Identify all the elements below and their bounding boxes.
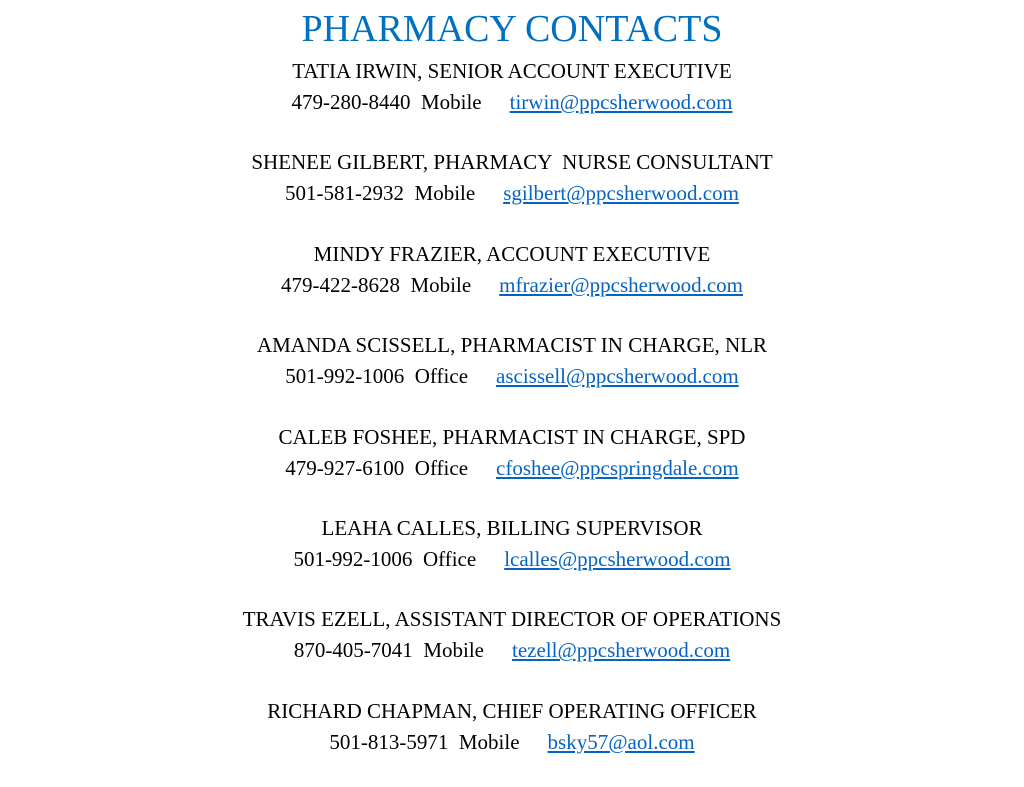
contact-phone: 479-280-8440 <box>291 90 411 114</box>
contact-info-line <box>0 544 1024 575</box>
contact-email-link[interactable]: mfrazier@ppcsherwood.com <box>499 272 743 297</box>
contact-name-title: AMANDA SCISSELL, PHARMACIST IN CHARGE, NLR <box>256 333 768 358</box>
contact-entry <box>0 239 1024 330</box>
contact-phone: 501-992-1006 <box>285 364 405 389</box>
contact-email-link[interactable]: sgilbert@ppcsherwood.com <box>503 181 739 206</box>
contact-entry <box>0 604 1024 695</box>
contact-entry <box>0 330 1024 421</box>
contact-info-line <box>0 727 1024 758</box>
contact-entry <box>0 56 1024 147</box>
contact-phone-type: Mobile <box>423 638 484 663</box>
contact-email-link[interactable]: tezell@ppcsherwood.com <box>511 638 731 663</box>
contact-phone: 870-405-7041 <box>293 638 413 663</box>
contact-phone: 501-813-5971 <box>329 729 449 754</box>
page-title: PHARMACY CONTACTS <box>301 8 723 50</box>
contact-phone: 501-581-2932 <box>285 181 405 206</box>
contact-phone: 479-422-8628 <box>281 272 400 297</box>
contact-name-title: SHENEE GILBERT, PHARMACY NURSE CONSULTANT <box>251 150 773 175</box>
contact-list <box>0 56 1024 787</box>
contact-entry <box>0 147 1024 238</box>
contact-entry <box>0 513 1024 604</box>
contact-phone-type: Office <box>414 364 469 389</box>
contact-email-link[interactable]: cfoshee@ppcspringdale.com <box>496 455 739 480</box>
contact-name-title: TATIA IRWIN, SENIOR ACCOUNT EXECUTIVE <box>292 59 732 83</box>
contact-info-line <box>0 361 1024 392</box>
contact-email-link[interactable]: bsky57@aol.com <box>547 729 695 754</box>
contact-entry <box>0 422 1024 513</box>
contact-phone-type: Mobile <box>420 90 482 114</box>
contact-info-line <box>0 635 1024 666</box>
contact-name-title: RICHARD CHAPMAN, CHIEF OPERATING OFFICER <box>267 698 757 723</box>
contact-phone-type: Mobile <box>414 181 476 206</box>
contact-info-line <box>0 178 1024 209</box>
contact-email-link[interactable]: lcalles@ppcsherwood.com <box>504 546 731 571</box>
contact-phone: 479-927-6100 <box>285 455 405 480</box>
contact-name-title: CALEB FOSHEE, PHARMACIST IN CHARGE, SPD <box>278 424 746 449</box>
contact-phone-type: Office <box>414 455 469 480</box>
contact-phone-type: Mobile <box>458 729 520 754</box>
contact-phone: 501-992-1006 <box>293 546 413 571</box>
contact-email-link[interactable]: tirwin@ppcsherwood.com <box>509 90 733 114</box>
contact-phone-type: Office <box>422 546 477 571</box>
contact-info-line <box>0 87 1024 118</box>
contact-name-title: LEAHA CALLES, BILLING SUPERVISOR <box>321 515 703 540</box>
contact-phone-type: Mobile <box>410 272 472 297</box>
contact-email-link[interactable]: ascissell@ppcsherwood.com <box>496 364 739 389</box>
contact-info-line <box>0 453 1024 484</box>
contact-info-line <box>0 270 1024 301</box>
contact-name-title: MINDY FRAZIER, ACCOUNT EXECUTIVE <box>313 241 711 266</box>
contact-entry <box>0 696 1024 787</box>
contact-name-title: TRAVIS EZELL, ASSISTANT DIRECTOR OF OPERATIONS <box>242 607 782 632</box>
